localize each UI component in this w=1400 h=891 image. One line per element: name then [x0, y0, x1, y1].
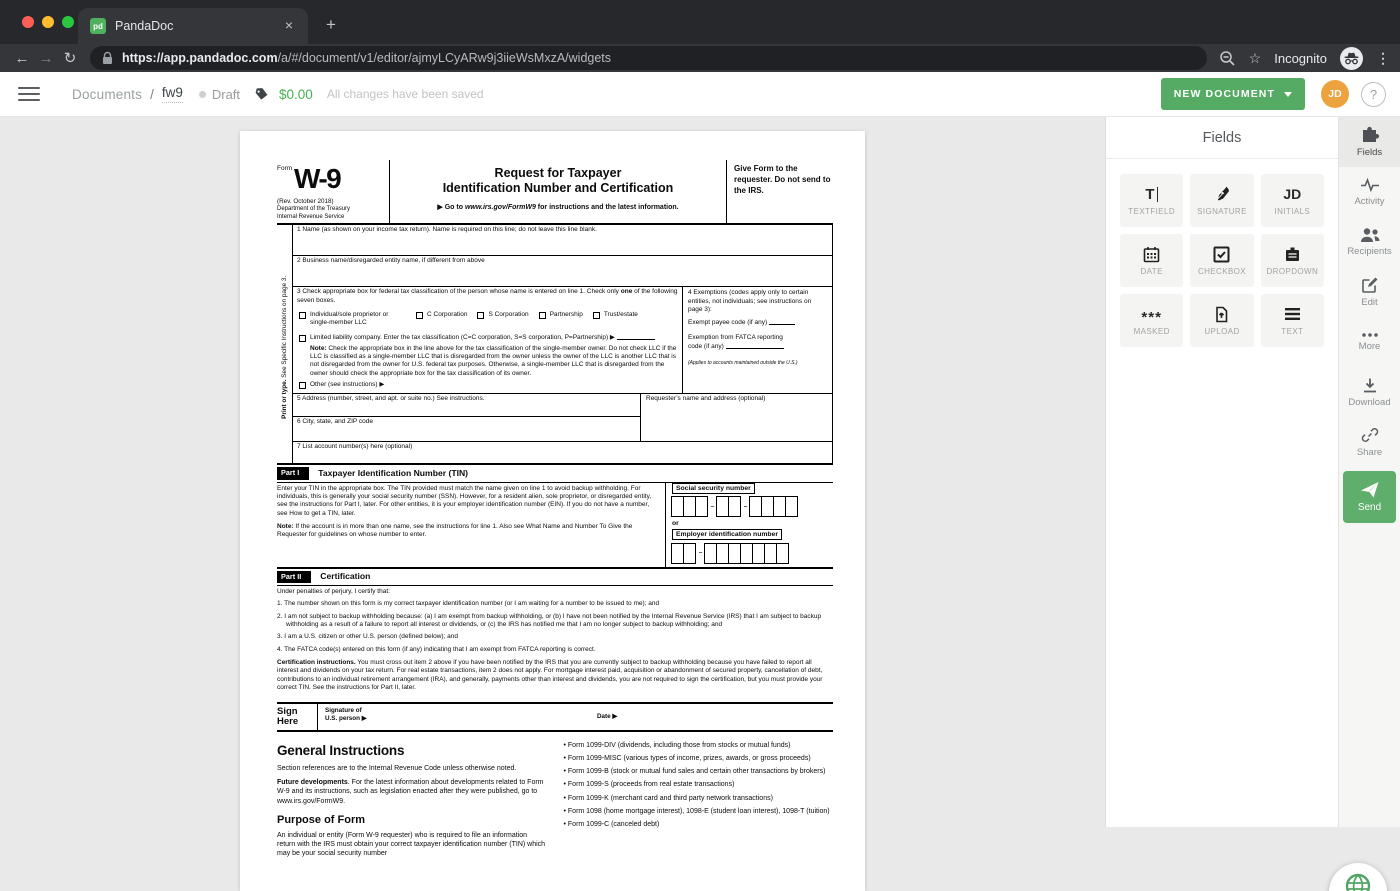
upload-icon [1213, 305, 1230, 323]
dropdown-icon [1284, 245, 1301, 263]
form-number: W-9 [293, 163, 341, 194]
form-title: Request for Taxpayer Identification Number and Certification [442, 166, 674, 195]
right-rail [1338, 117, 1400, 827]
part2-header [277, 569, 833, 586]
breadcrumb-separator: / [150, 86, 154, 102]
form-revision: (Rev. October 2018) [277, 197, 334, 205]
line7-account: 7 List account number(s) here (optional) [297, 443, 413, 451]
checkbox-llc [299, 335, 306, 342]
download-icon [1361, 377, 1379, 394]
user-avatar[interactable]: JD [1321, 80, 1349, 108]
tab-close-icon[interactable]: × [284, 17, 294, 33]
edit-icon [1361, 276, 1379, 294]
forward-icon[interactable]: → [38, 49, 54, 67]
send-button[interactable]: Send [1343, 471, 1396, 523]
breadcrumb-documents[interactable]: Documents [72, 86, 143, 102]
field-tile-upload[interactable]: UPLOAD [1190, 294, 1253, 347]
minimize-window-button[interactable] [42, 16, 54, 28]
send-plane-icon [1360, 481, 1380, 499]
field-tile-textfield[interactable]: T TEXTFIELD [1120, 174, 1183, 227]
url-domain: https://app.pandadoc.com [122, 51, 278, 65]
field-tile-date[interactable]: DATE [1120, 234, 1183, 287]
lines5-6 [293, 394, 832, 442]
box4-exemptions: 4 Exemptions (codes apply only to certain entities, not individuals; see instructions on page 3): Exempt payee code (if any) Exemption from FATCA reporting code (if any) (Applies to accounts maintained outside the U.S.) [682, 287, 832, 393]
signature-pen-icon [1213, 185, 1230, 203]
ein-label: Employer identification number [672, 529, 782, 540]
part1-header [277, 463, 833, 482]
checkbox-c-corp [416, 312, 423, 319]
window-controls [22, 16, 74, 28]
checkbox-trust [593, 312, 600, 319]
chat-widget-icon [1343, 871, 1373, 891]
lock-icon [102, 52, 113, 65]
field-tile-text[interactable]: TEXT [1261, 294, 1324, 347]
dept-line1: Department of the Treasury [277, 205, 351, 212]
incognito-icon [1340, 47, 1363, 70]
field-tile-dropdown[interactable]: DROPDOWN [1261, 234, 1324, 287]
editor-canvas [0, 117, 1105, 858]
status-badge: Draft [211, 86, 241, 102]
text-lines-icon [1284, 305, 1301, 323]
gi-title: General Instructions [277, 742, 405, 758]
reload-icon[interactable]: ↻ [63, 50, 77, 67]
dept-line2: Internal Revenue Service [277, 213, 345, 220]
rail-item-share[interactable]: Share [1339, 417, 1400, 467]
or-label: or [672, 520, 679, 528]
part1-paragraph: Enter your TIN in the appropriate box. The TIN provided must match the name given on line 1 to avoid backup withholding. For individuals, this is generally your social security number (SSN). However, for a resident alien, sole proprietor, or disregarded entity, see the instructions for Part I, later. For other entities, it is your employer identification number (EIN). If you do not have a number, see How to get a TIN, later. [277, 484, 652, 517]
save-status-message: All changes have been saved [326, 87, 484, 101]
new-document-button[interactable] [1161, 78, 1305, 110]
new-document-label: NEW DOCUMENT [1173, 88, 1275, 100]
field-tile-checkbox[interactable]: CHECKBOX [1190, 234, 1253, 287]
checkbox-icon [1213, 245, 1230, 263]
form-goto-line: ▶ Go to www.irs.gov/FormW9 for instructions and the latest information. [437, 203, 679, 211]
line1-name: 1 Name (as shown on your income tax return). Name is required on this line; do not leave this line blank. [293, 225, 832, 256]
browser-menu-icon[interactable]: ⋮ [1376, 49, 1390, 66]
field-tile-masked[interactable]: *** MASKED [1120, 294, 1183, 347]
part2-title: Certification [320, 571, 371, 582]
checkbox-other [299, 382, 306, 389]
new-tab-button[interactable]: + [326, 15, 336, 34]
document-name[interactable]: fw9 [162, 85, 183, 103]
rail-item-more[interactable]: More [1339, 317, 1400, 367]
calendar-icon [1143, 245, 1160, 263]
rail-item-edit[interactable]: Edit [1339, 267, 1400, 317]
rail-item-fields[interactable]: Fields [1339, 117, 1400, 167]
browser-tab-strip [0, 0, 1400, 44]
url-text [122, 51, 611, 65]
more-dots-icon [1360, 332, 1380, 338]
line6-city: 6 City, state, and ZIP code [297, 418, 373, 426]
fields-panel [1105, 117, 1338, 827]
document-price[interactable]: $0.00 [279, 86, 313, 102]
side-instructions: Print or type. See Specific Instructions on page 3. [281, 275, 289, 420]
give-form-note: Give Form to the requester. Do not send to the IRS. [734, 164, 831, 195]
part1-note: Note: If the account is in more than one name, see the instructions for line 1. Also see What Name and Number To Give the Requester for guidelines on whose number to enter. [277, 522, 633, 539]
address-bar[interactable] [90, 46, 1207, 70]
url-path: /a/#/document/v1/editor/ajmyLCyARw9j3iieWsMxzA/widgets [277, 51, 612, 65]
pandadoc-favicon: pd [90, 18, 106, 34]
document-page[interactable] [240, 131, 865, 891]
part1-title: Taxpayer Identification Number (TIN) [318, 468, 469, 478]
fields-panel-title: Fields [1106, 117, 1338, 159]
field-tile-signature[interactable]: SIGNATURE [1190, 174, 1253, 227]
sign-here-row: Sign Here Signature of U.S. person ▶ Date ▶ [277, 702, 833, 732]
purpose-title: Purpose of Form [277, 813, 366, 826]
recipients-icon [1359, 227, 1381, 243]
part2-label: Part II [277, 571, 311, 583]
browser-tab[interactable] [78, 8, 308, 44]
caret-down-icon [1284, 92, 1292, 97]
status-dot [199, 91, 206, 98]
chat-widget[interactable] [1329, 863, 1387, 891]
initials-icon: JD [1283, 186, 1302, 202]
part1-body [277, 483, 833, 569]
textfield-icon: T [1145, 185, 1158, 203]
zoom-window-button[interactable] [62, 16, 74, 28]
ein-boxes: – [672, 543, 833, 564]
back-icon[interactable]: ← [14, 49, 30, 67]
line3-classification: 3 Check appropriate box for federal tax classification of the person whose name is entered on line 1. Check only one of the following seven boxes. Individual/sole proprietor or single-member LLC C Corporation S Corporation Partnership Trust/estate Limited liability company. Enter the tax classification (C=C corporation, S=S corporation, P=Partnership) ▶ Note: Check the appropriate box in the line above for the tax classification of the single-member owner. Do not check LLC if the LLC is classified as a single-member LLC that is disregarded from the owner unless the owner of the LLC is another LLC that is not disregarded from the owner for U.S. federal tax purposes. Otherwise, a single-member LLC that is disregarded from the owner should check the appropriate box for the tax classification of its owner. Other (see instructions) ▶ 4 Exemptions (codes apply only to certain entities, not individuals; see instructions on page 3): Exempt payee code (if any) Exemption from FATCA reporting code (if any) (Applies to accounts maintained outside the U.S.) [293, 287, 832, 394]
line2-business-name: 2 Business name/disregarded entity name, if different from above [293, 256, 832, 287]
part1-label: Part I [277, 467, 309, 479]
close-window-button[interactable] [22, 16, 34, 28]
ssn-label: Social security number [672, 483, 755, 494]
date-label: Date ▶ [597, 713, 618, 721]
checkbox-s-corp [477, 312, 484, 319]
price-tag-icon[interactable] [254, 87, 269, 101]
masked-icon: *** [1141, 308, 1162, 326]
ssn-boxes: – – [672, 496, 833, 517]
zoom-icon[interactable] [1219, 50, 1236, 67]
part2-body: Under penalties of perjury, I certify that: 1. The number shown on this form is my correct taxpayer identification number (or I am waiting for a number to be issued to me); and 2. I am not subject to backup withholding because: (a) I am exempt from backup withholding, or (b) I have not been notified by the Internal Revenue Service (IRS) that I am subject to backup withholding as a result of a failure to report all interest or dividends, or (c) the IRS has notified me that I am no longer subject to backup withholding; and 3. I am a U.S. citizen or other U.S. person (defined below); and 4. The FATCA code(s) entered on this form (if any) indicating that I am exempt from FATCA reporting is correct. Certification instructions. You must cross out item 2 above if you have been notified by the IRS that you are currently subject to backup withholding because you have failed to report all interest and dividends on your tax return. For real estate transactions, item 2 does not apply. For mortgage interest paid, acquisition or abandonment of secured property, cancellation of debt, contributions to an individual retirement arrangement (IRA), and generally, payments other than interest and dividends, you are not required to sign the certification, but you must provide your correct TIN. See the instructions for Part II, later. [277, 588, 823, 691]
general-instructions: General Instructions Section references are to the Internal Revenue Code unless otherwise noted. Future developments. For the latest information about developments related to Form W-9 and its instructions, such as legislation enacted after they were published, go to www.irs.gov/FormW9. Purpose of Form An individual or entity (Form W-9 requester) who is required to file an information return with the IRS must obtain your correct taxpayer identification number (TIN) which may be your social security number • Form 1099-DIV (dividends, including those from stocks or mutual funds) • Form 1099-MISC (various types of income, prizes, awards, or gross proceeds) • Form 1099-B (stock or mutual fund sales and certain other transactions by brokers) • Form 1099-S (proceeds from real estate transactions) • Form 1099-K (merchant card and third party network transactions) • Form 1098 (home mortgage interest), 1098-E (student loan interest), 1098-T (tuition) • Form 1099-C (canceled debt) [277, 741, 830, 858]
help-button[interactable]: ? [1361, 82, 1386, 107]
checkbox-partnership [539, 312, 546, 319]
tab-title: PandaDoc [115, 19, 174, 33]
bookmark-star-icon[interactable]: ☆ [1248, 49, 1262, 66]
app-header [0, 72, 1400, 117]
form-word: Form [277, 165, 293, 172]
activity-icon [1360, 177, 1380, 193]
signature-label: Signature of U.S. person ▶ [325, 707, 367, 723]
puzzle-icon [1360, 126, 1379, 144]
share-link-icon [1361, 426, 1379, 444]
rail-item-recipients[interactable]: Recipients [1339, 217, 1400, 267]
field-tile-initials[interactable]: JD INITIALS [1261, 174, 1324, 227]
browser-toolbar [0, 44, 1400, 72]
rail-item-download[interactable]: Download [1339, 367, 1400, 417]
rail-item-activity[interactable]: Activity [1339, 167, 1400, 217]
incognito-label: Incognito [1274, 50, 1327, 66]
line5-address: 5 Address (number, street, and apt. or suite no.) See instructions. [293, 394, 640, 417]
requester-box: Requester’s name and address (optional) [640, 394, 832, 441]
checkbox-individual [299, 312, 306, 319]
menu-icon[interactable] [18, 87, 40, 101]
